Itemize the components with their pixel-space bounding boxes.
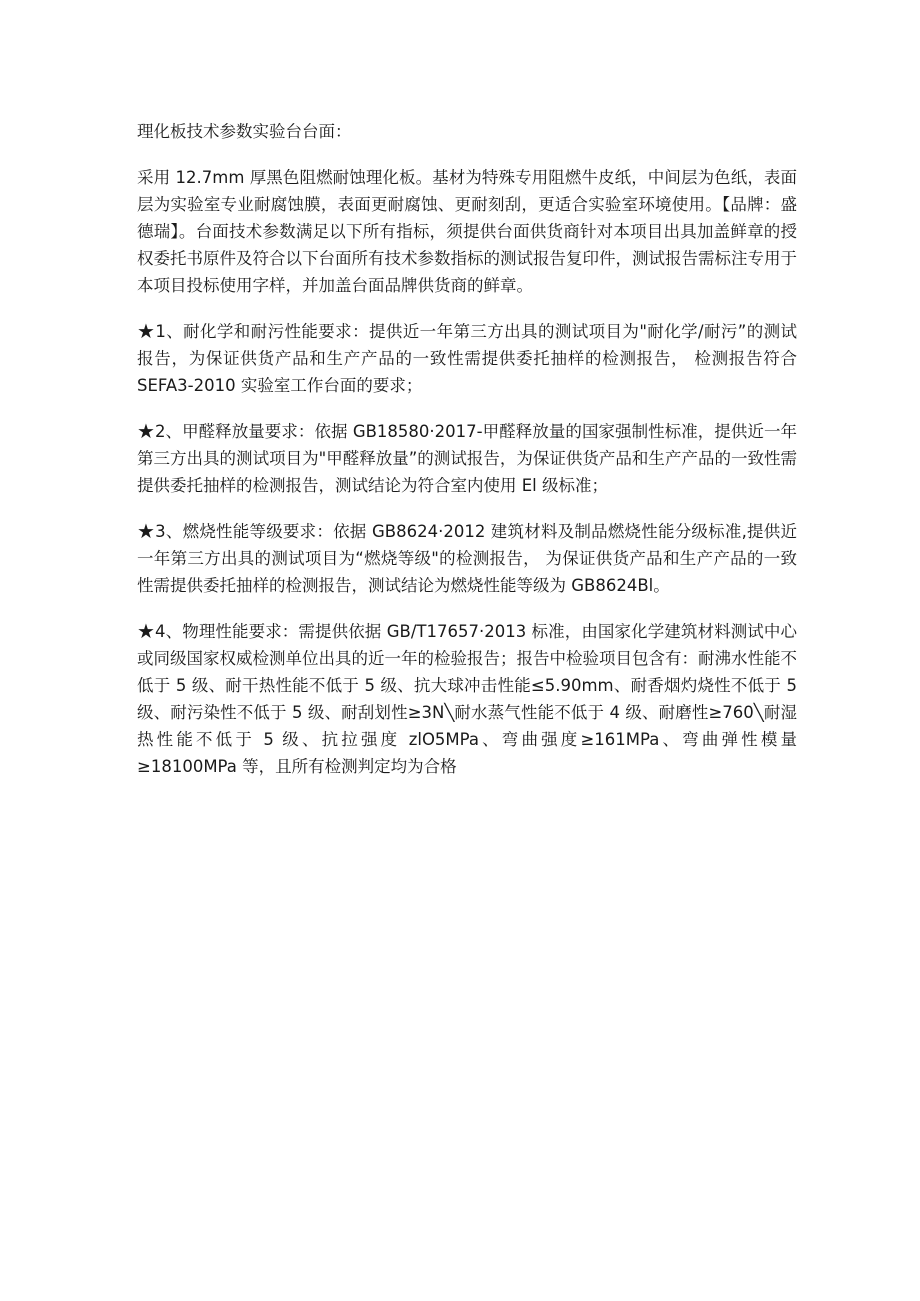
star-icon: ★ [137, 519, 156, 543]
star-icon: ★ [137, 319, 156, 343]
requirement-item-1 [137, 318, 797, 399]
intro-paragraph: 采用 12.7mm 厚黑色阻燃耐蚀理化板。基材为特殊专用阻燃牛皮纸，中间层为色纸，表面层为实验室专业耐腐蚀膜，表面更耐腐蚀、更耐刻刮，更适合实验室环境使用。【品牌：盛德瑞】。台面技术参数满足以下所有指标，须提供台面供货商针对本项目出具加盖鲜章的授权委托书原件及符合以下台面所有技术参数指标的测试报告复印件，测试报告需标注专用于本项目投标使用字样，并加盖台面品牌供货商的鲜章。 [137, 168, 797, 295]
requirement-item-4 [137, 618, 797, 780]
document-page [137, 118, 797, 799]
requirement-item-3 [137, 518, 797, 599]
requirement-text-2: 2、甲醛释放量要求：依据 GB18580·2017-甲醛释放量的国家强制性标准，提供近一年第三方出具的测试项目为"甲醛释放量”的测试报告，为保证供货产品和生产产品的一致性需提供委托抽样的检测报告，测试结论为符合室内使用 El 级标准； [137, 422, 797, 495]
requirement-text-1: 1、耐化学和耐污性能要求：提供近一年第三方出具的测试项目为"耐化学/耐污”的测试报告，为保证供货产品和生产产品的一致性需提供委托抽样的检测报告， 检测报告符合 SEFA3-2010 实验室工作台面的要求； [137, 322, 797, 395]
requirement-text-4: 4、物理性能要求：需提供依据 GB/T17657·2013 标准，由国家化学建筑材料测试中心或同级国家权威检测单位出具的近一年的检验报告；报告中检验项目包含有：耐沸水性能不低于 5 级、耐干热性能不低于 5 级、抗大球冲击性能≤5.90mm、耐香烟灼烧性不低于 5 级、耐污染性不低于 5 级、耐刮划性≥3N╲耐水蒸气性能不低于 4 级、耐磨性≥760╲耐湿热性能不低于 5 级、抗拉强度 zlO5MPa、弯曲强度≥161MPa、弯曲弹性模量≥18100MPa 等，且所有检测判定均为合格 [137, 622, 797, 776]
star-icon: ★ [137, 419, 155, 443]
star-icon: ★ [137, 619, 156, 643]
requirement-text-3: 3、燃烧性能等级要求：依据 GB8624·2012 建筑材料及制品燃烧性能分级标准,提供近一年第三方出具的测试项目为“燃烧等级"的检测报告， 为保证供货产品和生产产品的一致性需提供委托抽样的检测报告，测试结论为燃烧性能等级为 GB8624Bl。 [137, 522, 797, 595]
requirement-item-2 [137, 418, 797, 499]
document-heading: 理化板技术参数实验台台面： [137, 122, 352, 141]
